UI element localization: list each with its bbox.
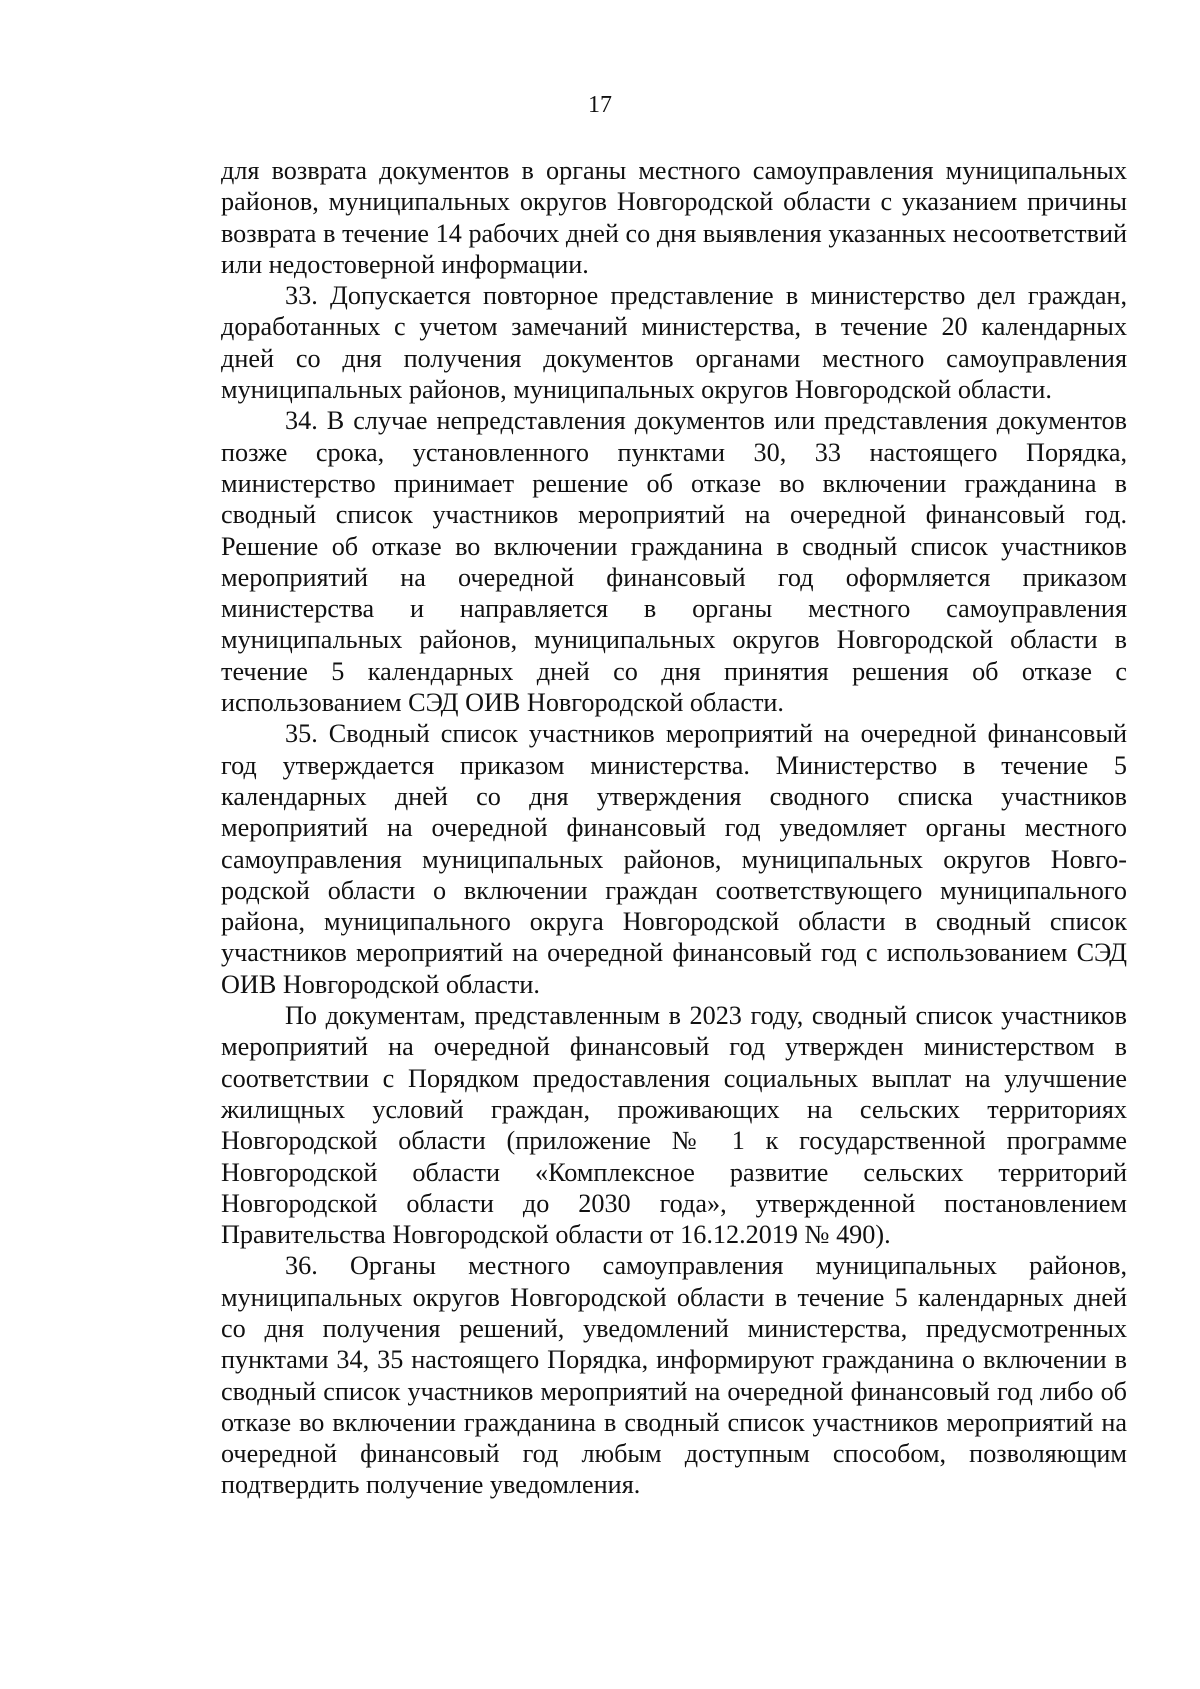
page-number: 17	[588, 92, 612, 118]
paragraph-34: 34. В случае непредставления документов или представления документов позже срока, установленного пунктами 30, 33 настоящего Порядка, министерство принимает решение об отказе во включении гражданина в сводный список участников мероприятий на очередной финансовый год. Решение об отказе во включении гражданина в сводный список участников мероприятий на очередной финансовый год оформляется приказом министерства и направляется в органы местного самоуправления муниципальных районов, муниципальных округов Новгородской области в течение 5 календарных дней со дня принятия решения об отказе с использованием СЭД ОИВ Новгородской области.	[221, 406, 1127, 718]
paragraph-2023-list: По документам, представленным в 2023 году, сводный список участников мероприятий на очередной финансовый год утвержден министерством в соответствии с Порядком предоставления социальных выплат на улучшение жилищных условий граждан, проживающих на сельских территориях Новгородской области (приложение № 1 к государственной программе Новгородской области «Комплексное развитие сельских территорий Новгородской области до 2030 года», утвержденной постановлением Правительства Новгородской области от 16.12.2019 № 490).	[221, 1001, 1127, 1250]
document-body	[221, 155, 1127, 1501]
paragraph-continuation: для возврата документов в органы местного самоуправления муниципальных районов, муниципальных округов Новгородской области с указанием причины возврата в течение 14 рабочих дней со дня выявления указанных несоответствий или недостоверной информации.	[221, 156, 1127, 279]
paragraph-35: 35. Сводный список участников мероприятий на очередной финансовый год утверждается приказом министерства. Министерство в течение 5 календарных дней со дня утверждения сводного списка участников мероприятий на очередной финансовый год уведомляет органы местного самоуправления муниципальных районов, муниципальных округов Новгородской области о включении граждан соответствующего муниципального района, муниципального округа Новгородской области в сводный список участников мероприятий на очередной финансовый год с использованием СЭД ОИВ Новгородской области.	[221, 719, 1127, 999]
paragraph-33: 33. Допускается повторное представление в министерство дел граждан, доработанных с учетом замечаний министерства, в течение 20 календарных дней со дня получения документов органами местного самоуправления муниципальных районов, муниципальных округов Новгородской области.	[221, 281, 1127, 405]
paragraph-36: 36. Органы местного самоуправления муниципальных районов, муниципальных округов Новгородской области в течение 5 календарных дней со дня получения решений, уведомлений министерства, предусмотренных пунктами 34, 35 настоящего Порядка, информируют гражданина о включении в сводный список участников мероприятий на очередной финансовый год либо об отказе во включении гражданина в сводный список участников мероприятий на очередной финансовый год любым доступным способом, позволяющим подтвердить получение уведомления.	[221, 1251, 1127, 1500]
